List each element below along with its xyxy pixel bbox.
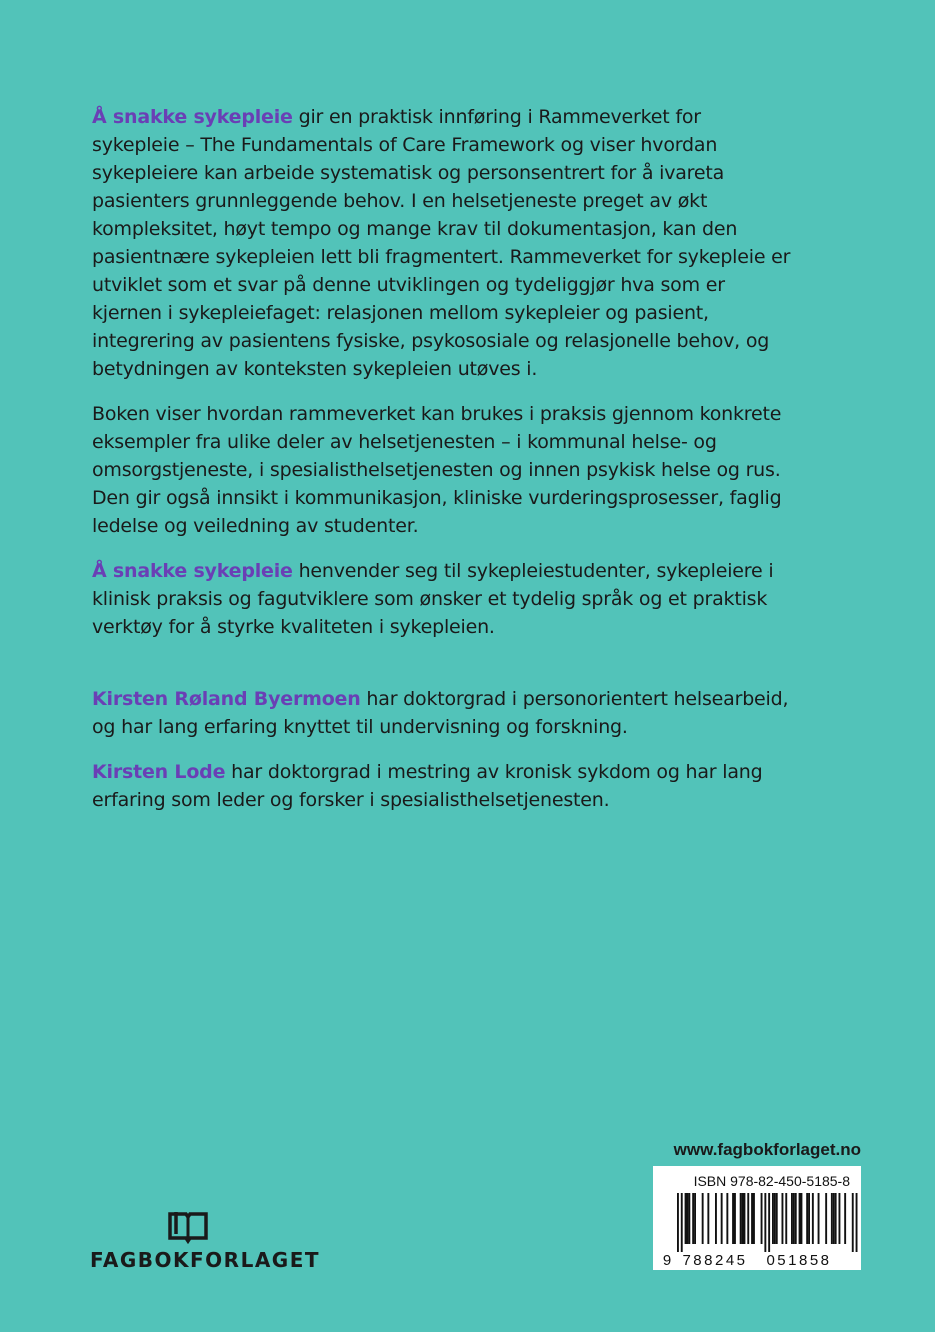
book-title-highlight: Å snakke sykepleie: [92, 106, 293, 128]
author-bio-text: har doktorgrad i mestring av kronisk sykdom og har lang erfaring som leder og forsker i spesialisthelsetjenesten.: [92, 761, 763, 811]
barcode-bar: [782, 1193, 784, 1244]
barcode-bar: [772, 1193, 774, 1244]
barcode-digit-first: 9: [662, 1252, 672, 1269]
blurb-paragraph-3-text: henvender seg til sykepleiestudenter, sykepleiere i klinisk praksis og fagutviklere som ønsker et tydelig språk og et praktisk verktøy for å styrke kvaliteten i sykepleien.: [92, 560, 774, 638]
barcode-bar: [685, 1193, 687, 1244]
barcode-bar: [799, 1193, 801, 1244]
barcode-bar: [768, 1193, 770, 1252]
barcode-bar: [808, 1193, 810, 1244]
blurb-paragraph-3: [92, 557, 792, 641]
blurb-paragraph-1: [92, 103, 792, 383]
barcode-bar: [785, 1193, 787, 1244]
author-name: Kirsten Lode: [92, 761, 226, 783]
barcode-bar: [764, 1193, 766, 1252]
barcode-bar: [761, 1193, 763, 1244]
barcode-bar: [835, 1193, 837, 1244]
barcode-bar: [812, 1193, 814, 1244]
blurb-paragraph-2: [92, 400, 792, 540]
barcode-bar: [734, 1193, 736, 1244]
barcode-bar: [688, 1193, 690, 1244]
publisher-name: FAGBOKFORLAGET: [90, 1248, 321, 1272]
barcode-bar: [753, 1193, 755, 1244]
barcode-bar: [793, 1193, 795, 1244]
barcode-bar: [721, 1193, 723, 1244]
barcode-bar: [742, 1193, 744, 1244]
barcode-bar: [740, 1193, 742, 1244]
barcode-bar: [751, 1193, 753, 1244]
barcode-bar: [776, 1193, 778, 1244]
barcode-bar: [856, 1193, 858, 1252]
barcode-bar: [747, 1193, 749, 1244]
barcode-bar: [715, 1193, 717, 1244]
barcode-bar: [774, 1193, 776, 1244]
blurb-paragraph-2-text: Boken viser hvordan rammeverket kan brukes i praksis gjennom konkrete eksempler fra ulike deler av helsetjenesten – i kommunal helse- og omsorgstjeneste, i spesialisthelsetjenesten og innen psykisk helse og rus. Den gir også innsikt i kommunikasjon, kliniske vurderingsprosesser, faglig ledelse og veiledning av studenter.: [92, 403, 782, 537]
blurb-paragraph-1-text: gir en praktisk innføring i Rammeverket for sykepleie – The Fundamentals of Care Framework og viser hvordan sykepleiere kan arbeide systematisk og personsentrert for å ivareta pasienters grunnleggende behov. I en helsetjeneste preget av økt kompleksitet, høyt tempo og mange krav til dokumentasjon, kan den pasientnære sykepleien lett bli fragmentert. Rammeverket for sykepleie er utviklet som et svar på denne utviklingen og tydeliggjør hva som er kjernen i sykepleiefaget: relasjonen mellom sykepleier og pasient, integrering av pasientens fysiske, psykososiale og relasjonelle behov, og betydningen av konteksten sykepleien utøves i.: [92, 106, 791, 380]
barcode-bar: [806, 1193, 808, 1244]
blurb-text: [92, 103, 792, 831]
isbn-label: ISBN 978-82-450-5185-8: [693, 1173, 850, 1189]
barcode-bar: [726, 1193, 728, 1244]
author-bio-text: har doktorgrad i personorientert helsearbeid, og har lang erfaring knyttet til undervisning og forskning.: [92, 688, 789, 738]
barcode-bar: [707, 1193, 709, 1244]
barcode-bar: [744, 1193, 746, 1244]
publisher-website: www.fagbokforlaget.no: [673, 1140, 861, 1159]
barcode-digits-right: 051858: [766, 1252, 832, 1269]
barcode-bar: [833, 1193, 835, 1244]
barcode-graphic: [653, 1166, 861, 1270]
barcode-bar: [732, 1193, 734, 1244]
barcode-bar: [791, 1193, 793, 1244]
barcode-bar: [825, 1193, 827, 1244]
barcode-bar: [844, 1193, 846, 1244]
barcode-bar: [681, 1193, 683, 1252]
author-bio-2: [92, 758, 792, 814]
isbn-barcode: [653, 1166, 861, 1270]
author-bio-1: [92, 685, 792, 741]
barcode-bar: [795, 1193, 797, 1244]
barcode-bar: [692, 1193, 694, 1244]
barcode-bar: [801, 1193, 803, 1244]
barcode-bar: [852, 1193, 854, 1252]
barcode-bar: [702, 1193, 704, 1244]
barcode-bar: [831, 1193, 833, 1244]
barcode-bar: [677, 1193, 679, 1252]
barcode-bar: [818, 1193, 820, 1244]
barcode-bar: [687, 1193, 689, 1244]
book-title-highlight: Å snakke sykepleie: [92, 560, 293, 582]
open-book-logo-icon: [166, 1210, 210, 1244]
barcode-digits-left: 788245: [682, 1252, 748, 1269]
barcode-bar: [839, 1193, 841, 1244]
author-name: Kirsten Røland Byermoen: [92, 688, 361, 710]
barcode-bar: [694, 1193, 696, 1244]
